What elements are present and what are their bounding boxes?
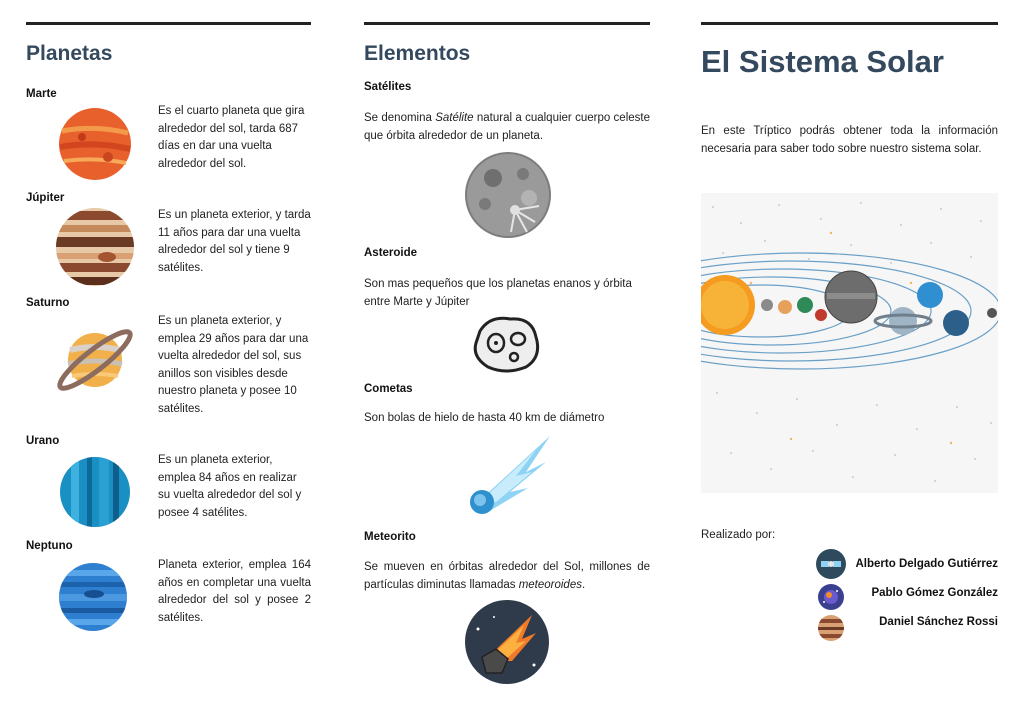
element-text-cometas: Son bolas de hielo de hasta 40 km de diámetro (364, 412, 605, 424)
planet-text-marte: Es el cuarto planeta que gira alrededor del sol, tarda 687 días en dar una vuelta alrededor del sol. (158, 105, 305, 170)
element-name-cometas: Cometas (364, 383, 413, 395)
mars-icon (58, 107, 132, 181)
meteorite-icon (464, 599, 550, 685)
uranus-icon (59, 456, 131, 528)
planet-name-jupiter: Júpiter (26, 192, 65, 204)
column-1-rule (26, 22, 311, 25)
saturn-icon (54, 320, 136, 400)
neptune-icon (58, 562, 128, 632)
portada-intro: En este Tríptico podrás obtener toda la información necesaria para saber todo sobre nuestro sistema solar. (701, 125, 998, 155)
elementos-title: Elementos (364, 42, 471, 65)
planet-text-jupiter: Es un planeta exterior, y tarda 11 años para dar una vuelta alrededor del sol y tiene 9 satélites. (158, 209, 311, 274)
element-text-meteorito: Se mueven en órbitas alrededor del Sol, millones de partículas diminutas llamadas meteoroides. (364, 561, 650, 591)
element-text-asteroide: Son mas pequeños que los planetas enanos y órbita entre Marte y Júpiter (364, 278, 632, 308)
solar-system-illustration (701, 193, 998, 493)
planetas-title: Planetas (26, 42, 113, 65)
planet-text-urano: Es un planeta exterior, emplea 84 años en realizar su vuelta alrededor del sol y posee 4 satélites. (158, 454, 302, 519)
moon-icon (465, 152, 551, 238)
planet-name-marte: Marte (26, 88, 57, 100)
asteroid-icon (470, 313, 542, 375)
author-1: Alberto Delgado Gutiérrez (855, 558, 998, 570)
column-3-rule (701, 22, 998, 25)
planet-name-saturno: Saturno (26, 297, 70, 309)
author-2: Pablo Gómez González (871, 587, 998, 599)
planet-name-urano: Urano (26, 435, 60, 447)
comet-icon (466, 432, 552, 516)
author-3: Daniel Sánchez Rossi (879, 616, 998, 628)
planet-name-neptuno: Neptuno (26, 540, 73, 552)
element-text-satelites: Se denomina Satélite natural a cualquier cuerpo celeste que órbita alrededor de un planeta. (364, 112, 650, 142)
element-name-satelites: Satélites (364, 81, 412, 93)
element-name-asteroide: Asteroide (364, 247, 418, 259)
jupiter-icon (55, 207, 135, 287)
portada-title: El Sistema Solar (701, 44, 944, 79)
element-name-meteorito: Meteorito (364, 531, 416, 543)
realizado-label: Realizado por: (701, 529, 776, 541)
planet-text-saturno: Es un planeta exterior, y emplea 29 años para dar una vuelta alrededor del sol, sus anillos son visibles desde nuestro planeta y posee 10 satélites. (158, 315, 309, 415)
planet-text-neptuno: Planeta exterior, emplea 164 años en completar una vuelta alrededor del sol y posee 2 satélites. (158, 559, 311, 624)
column-2-rule (364, 22, 650, 25)
